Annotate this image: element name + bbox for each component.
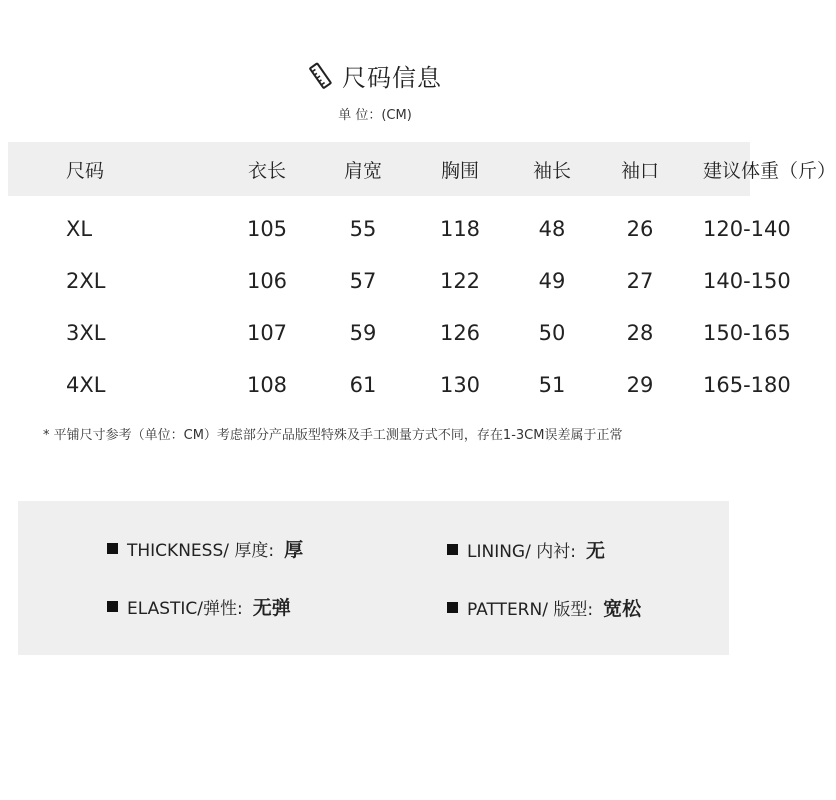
size-table [8,142,836,411]
table-cell: XL [66,217,93,241]
title-row [0,58,750,93]
unit-label: 单 位：(CM) [338,108,412,123]
property-label: PATTERN/ 版型: [467,600,594,620]
column-header: 袖口 [620,159,659,182]
table-cell: 2XL [66,269,106,293]
table-cell: 140-150 [703,269,791,293]
measurement-note: * 平铺尺寸参考（单位：CM）考虑部分产品版型特殊及手工测量方式不同，存在1-3CM误差属于正常 [43,428,623,443]
table-cell: 118 [439,217,481,241]
table-cell: 105 [246,217,288,241]
property-pattern [447,594,641,621]
property-thickness [107,535,303,562]
properties-panel [18,501,729,655]
table-cell: 26 [626,217,654,241]
property-value: 厚 [284,539,304,561]
property-elastic [107,593,291,620]
table-cell: 55 [349,217,377,241]
table-cell: 165-180 [703,373,791,397]
table-cell: 29 [626,373,654,397]
table-row [8,307,750,359]
table-cell: 48 [538,217,566,241]
table-cell: 51 [538,373,566,397]
property-lining [447,536,605,563]
square-bullet-icon [447,602,458,613]
table-cell: 150-165 [703,321,791,345]
column-header: 建议体重（斤） [703,159,836,182]
property-value: 宽松 [603,598,642,620]
table-row [8,255,750,307]
table-cell: 120-140 [703,217,791,241]
column-header: 袖长 [532,159,571,182]
table-row [8,196,750,255]
table-cell: 61 [349,373,377,397]
column-header: 尺码 [66,159,105,182]
table-cell: 49 [538,269,566,293]
column-header: 胸围 [440,159,479,182]
property-label: ELASTIC/弹性: [127,599,243,619]
square-bullet-icon [447,544,458,555]
property-value: 无 [585,540,605,562]
ruler-icon [308,63,332,89]
table-cell: 27 [626,269,654,293]
table-cell: 130 [439,373,481,397]
table-cell: 122 [439,269,481,293]
table-row [8,359,750,411]
property-label: THICKNESS/ 厚度: [127,541,275,561]
table-cell: 57 [349,269,377,293]
table-cell: 126 [439,321,481,345]
square-bullet-icon [107,543,118,554]
title-text: 尺码信息 [342,64,442,92]
table-cell: 108 [246,373,288,397]
page-title [308,58,442,93]
property-label: LINING/ 内衬: [467,542,576,562]
column-header: 肩宽 [343,159,382,182]
table-cell: 107 [246,321,288,345]
column-header: 衣长 [247,159,286,182]
table-cell: 3XL [66,321,106,345]
square-bullet-icon [107,601,118,612]
table-cell: 106 [246,269,288,293]
table-cell: 4XL [66,373,106,397]
table-cell: 50 [538,321,566,345]
table-header-row [8,142,750,196]
table-cell: 59 [349,321,377,345]
table-cell: 28 [626,321,654,345]
property-value: 无弹 [252,597,291,619]
